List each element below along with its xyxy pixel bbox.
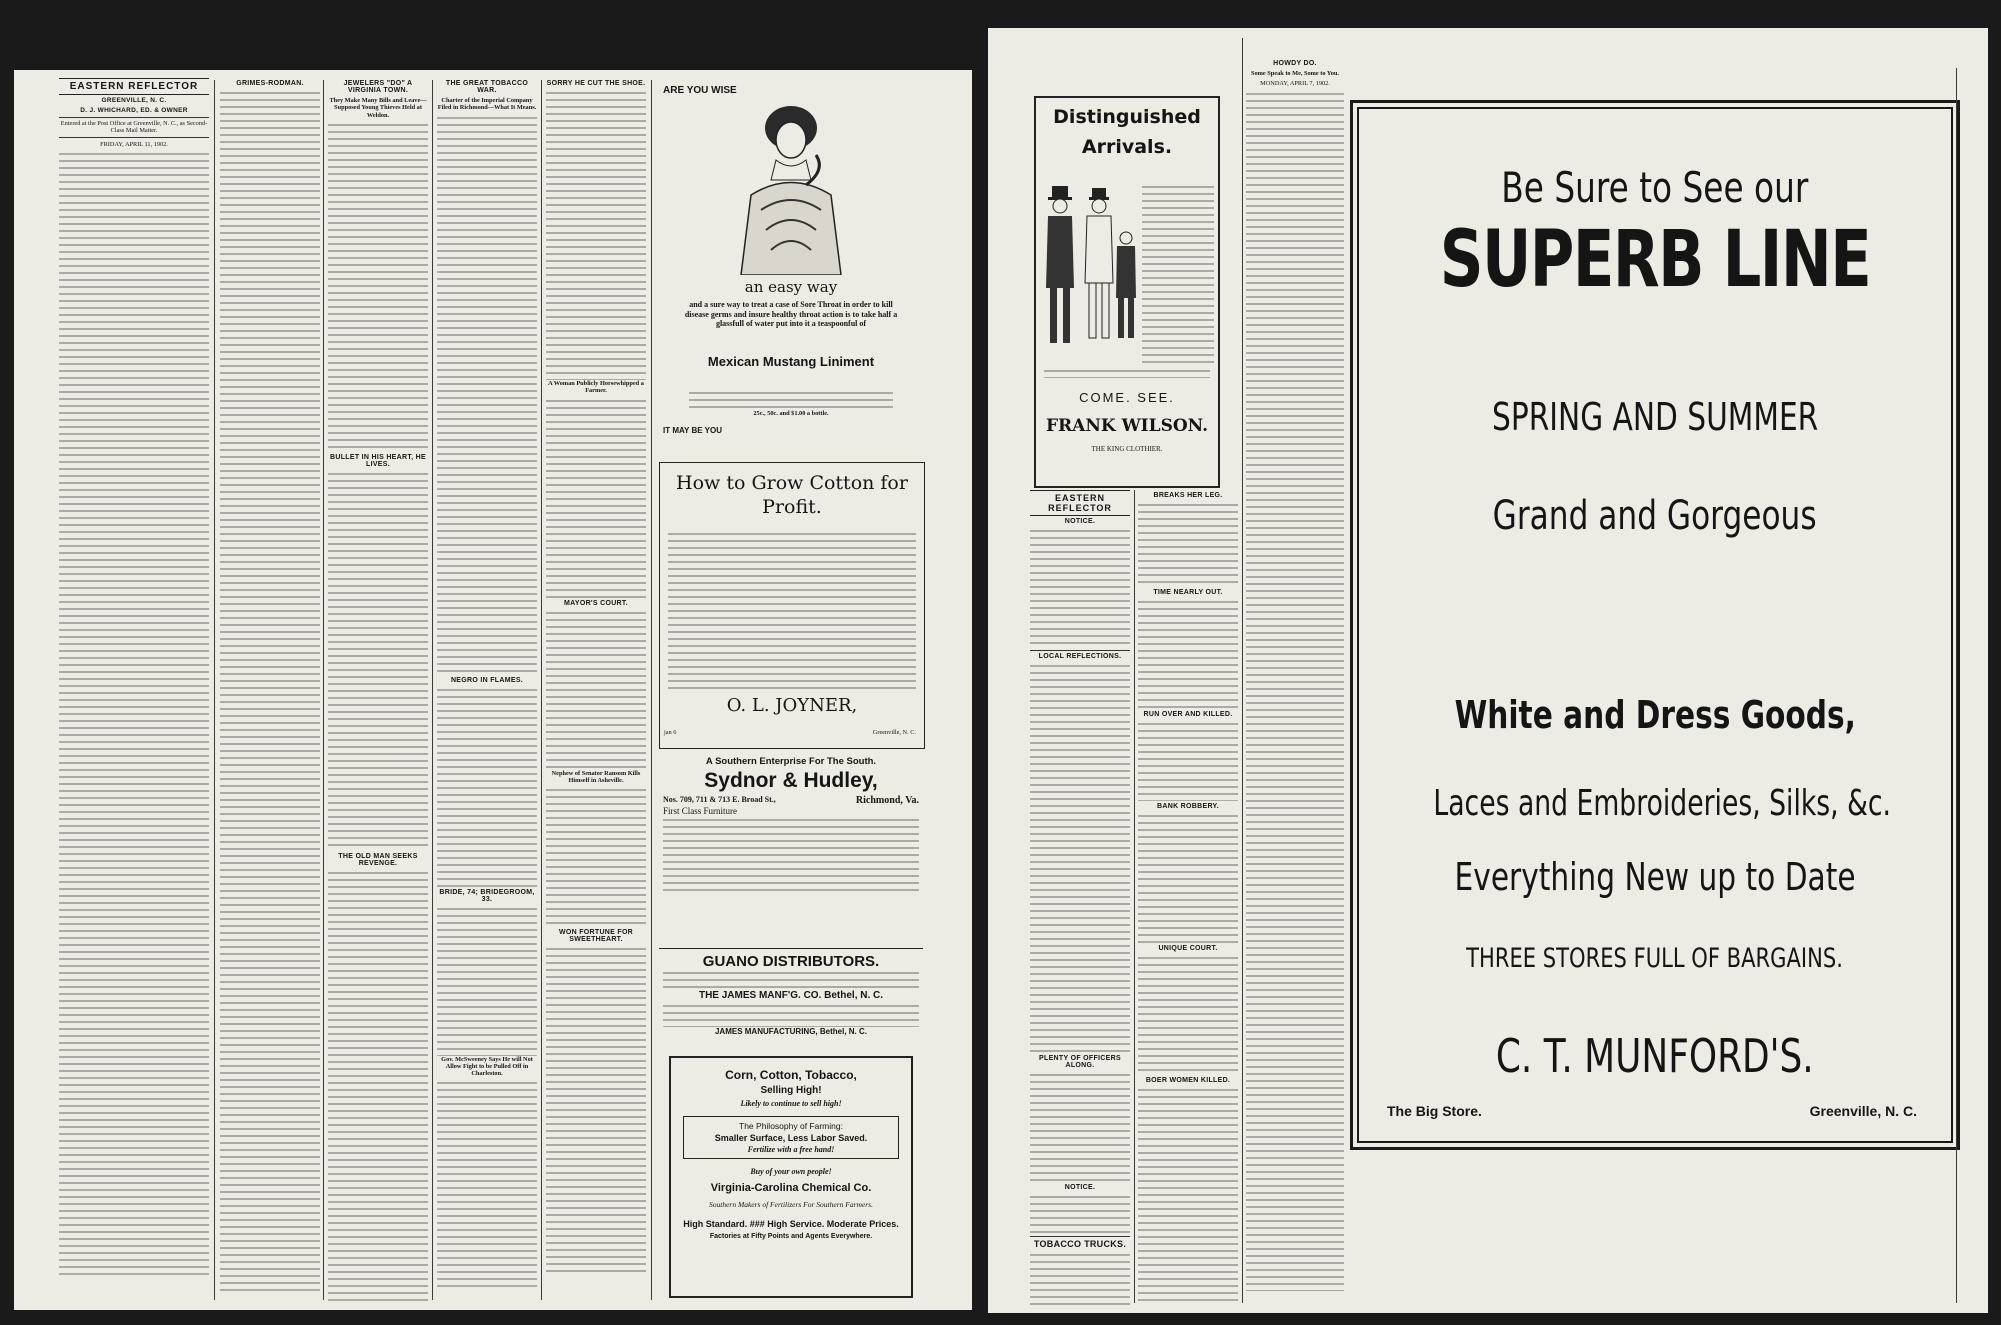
munford-line-11: Greenville, N. C. [1809,1103,1917,1119]
corn-ad-line-5: Smaller Surface, Less Labor Saved. [714,1133,868,1143]
column-1-body-text [59,151,209,1276]
woman-illustration [721,100,861,275]
headline-bullet: BULLET IN HIS HEART, HE LIVES. [330,453,426,468]
subhead-jewelers: They Make Many Bills and Leave—Supposed Young Thieves Held at Weldon. [329,97,427,119]
column-5 [546,78,646,1303]
notice-body [1030,528,1130,648]
frank-wilson-ad [1034,96,1220,488]
wilson-title-1: Distinguished [1053,106,1201,128]
masthead-date: FRIDAY, APRIL 11, 1902. [100,140,168,148]
sydnor-subtitle: First Class Furniture [663,806,738,816]
column-rule [214,80,215,1300]
headline-boer-women: BOER WOMEN KILLED. [1145,1077,1231,1084]
mustang-price: 25c., 50c. and $1.00 a bottle. [753,410,829,417]
tobacco-trucks-body [1030,1252,1130,1305]
headline-howdy-do: HOWDY DO. [1273,60,1317,67]
column-5-body-text [546,90,646,380]
column-rule [432,80,433,1300]
munford-line-7: Everything New up to Date [1454,855,1856,899]
right-newspaper-page [988,28,1988,1313]
munford-line-1: Be Sure to See our [1501,163,1809,212]
headline-tobacco-trucks: TOBACCO TRUCKS. [1030,1236,1130,1249]
headline-ransom-nephew: Nephew of Senator Ransom Kills Himself in Asheville. [551,769,641,784]
sydnor-hudley-ad [659,754,923,944]
munford-line-6: Laces and Embroideries, Silks, &c. [1433,783,1891,824]
mustang-top-line: ARE YOU WISE [663,85,737,96]
column-4-body-text-4 [437,1080,537,1290]
column-rule [1956,68,1957,1303]
local-column-2 [1138,490,1238,1305]
corn-ad-line-11: Factories at Fifty Points and Agents Everywhere. [709,1233,873,1240]
boer-women-body [1138,1087,1238,1305]
mustang-easy-way: an easy way [744,278,838,296]
headline-sorry-shoe: SORRY HE CUT THE SHOE. [546,80,646,87]
headline-grimes-rodman: GRIMES-RODMAN. [236,80,304,87]
left-newspaper-page [14,70,972,1310]
wilson-come-see: COME. SEE. [1079,390,1175,405]
column-rule [1242,38,1243,1303]
guano-ad [659,948,923,1049]
corn-ad-company: Virginia-Carolina Chemical Co. [710,1182,872,1194]
masthead-entry: Entered at the Post Office at Greenville, N. C., as Second-Class Mail Matter. [59,117,209,138]
column-rule [323,80,324,1300]
headline-breaks-leg: BREAKS HER LEG. [1153,492,1223,499]
column-3-body-text [328,122,428,452]
wilson-sub: THE KING CLOTHIER. [1091,445,1163,453]
wilson-title-2: Arrivals. [1081,136,1173,158]
sydnor-address: Nos. 709, 711 & 713 E. Broad St., [663,795,776,804]
munford-line-5: White and Dress Goods, [1454,693,1856,737]
mustang-fine-print [689,390,893,408]
headline-old-man: THE OLD MAN SEEKS REVENGE. [338,852,418,867]
cotton-ad-title: How to Grow Cotton for Profit. [676,472,908,518]
corn-ad-title: Corn, Cotton, Tobacco, [725,1068,857,1082]
munford-line-4: Grand and Gorgeous [1493,493,1817,539]
guano-body-2 [663,1003,919,1027]
headline-mayors-court: MAYOR'S COURT. [564,599,628,607]
masthead-editor: D. J. WHICHARD, ED. & OWNER [80,107,188,114]
notice-2-body [1030,1194,1130,1234]
column-1 [59,78,209,1303]
column-5-body-text-5 [546,946,646,1276]
headline-negro-flames: NEGRO IN FLAMES. [450,676,524,684]
sydnor-city: Richmond, Va. [855,795,919,806]
column-2 [220,78,320,1303]
advertisement-column [657,78,927,1303]
column-2-body-text [220,90,320,1295]
munford-line-8: THREE STORES FULL OF BARGAINS. [1466,943,1844,974]
headline-officers: PLENTY OF OFFICERS ALONG. [1039,1055,1121,1069]
mustang-product-name: Mexican Mustang Liniment [707,354,875,369]
headline-bank-robbery: BANK ROBBERY. [1157,803,1219,810]
column-3 [328,78,428,1303]
headline-tobacco-war: THE GREAT TOBACCO WAR. [445,80,529,94]
column-4-body-text-3 [437,906,537,1056]
munford-line-10: The Big Store. [1387,1103,1482,1119]
officers-body [1030,1072,1130,1182]
munford-line-9: C. T. MUNFORD'S. [1496,1029,1814,1083]
corn-ad-line-9: Southern Makers of Fertilizers For Southern Farmers. [709,1200,873,1209]
time-nearly-out-body [1138,599,1238,709]
gentlemen-illustration [1040,178,1140,358]
headline-mcsweeney: Gov. McSweeney Says He will Not Allow Fight to be Pulled Off in Charleston. [441,1055,533,1078]
corn-ad-line-7: Buy of your own people! [750,1167,832,1176]
corn-ad-line-6: Fertilize with a free hand! [747,1145,835,1154]
cotton-ad-body [668,531,916,691]
mustang-body: and a sure way to treat a case of Sore Throat in order to kill disease germs and insure healthy throat action is to take half a glassfull of water put into it a teaspoonful of [684,300,898,328]
cotton-ad-name: O. L. JOYNER, [726,695,858,716]
headline-time-nearly-out: TIME NEARLY OUT. [1153,589,1223,596]
headline-notice-2: NOTICE. [1064,1184,1096,1191]
munford-line-3: SPRING AND SUMMER [1491,395,1819,439]
headline-won-fortune: WON FORTUNE FOR SWEETHEART. [558,929,634,944]
column-rule [1134,490,1135,1303]
local-reflections-body [1030,663,1130,1053]
guano-title: GUANO DISTRIBUTORS. [702,953,880,970]
unique-court-body [1138,955,1238,1075]
sydnor-name: Sydnor & Hudley, [704,769,878,792]
column-5-body-text-2 [546,398,646,598]
mustang-liniment-ad [659,82,923,456]
wilson-name: FRANK WILSON. [1045,416,1209,436]
corn-ad-line-4: The Philosophy of Farming: [739,1121,843,1131]
mustang-bottom-line: IT MAY BE YOU [663,426,722,435]
sydnor-body [663,817,919,892]
headline-jewelers: JEWELERS "DO" A VIRGINIA TOWN. [343,80,413,94]
column-4-body-text [437,115,537,675]
column-4 [437,78,537,1303]
corn-ad-line-10: High Standard. ### High Service. Moderate Prices. [683,1219,899,1229]
masthead-city: GREENVILLE, N. C. [101,97,167,104]
masthead-title: EASTERN REFLECTOR [59,78,209,95]
corn-ad-line-2: Selling High! [760,1085,822,1096]
guano-company-2: JAMES MANUFACTURING, Bethel, N. C. [714,1027,867,1036]
wilson-ad-body [1142,184,1214,364]
column-5-body-text-4 [546,787,646,927]
munford-line-2: SUPERB LINE [1439,215,1871,305]
cotton-ad-city: Greenville, N. C. [872,729,916,736]
howdy-date: MONDAY, APRIL 7, 1902. [1260,80,1330,88]
cotton-ad-date: jan 6 [664,729,677,736]
breaks-leg-body [1138,502,1238,587]
munford-advertisement [1350,100,1960,1150]
howdy-do-column [1246,58,1344,1306]
headline-notice: NOTICE. [1064,518,1096,525]
sydnor-headline: A Southern Enterprise For The South. [705,756,877,767]
guano-company: THE JAMES MANF'G. CO. Bethel, N. C. [698,990,884,1001]
howdy-subhead: Some Speak to Me, Some to You. [1251,70,1339,77]
cotton-profit-ad [659,462,925,749]
subhead-tobacco-war: Charter of the Imperial Company Filed in Richmond—What It Means. [437,97,537,112]
wilson-ad-fine-print [1044,368,1210,378]
right-masthead: EASTERN REFLECTOR [1030,490,1130,516]
column-rule [651,80,652,1300]
headline-local-reflections: LOCAL REFLECTIONS. [1030,650,1130,660]
headline-run-over: RUN OVER AND KILLED. [1143,711,1233,718]
headline-horsewhipped: A Woman Publicly Horsewhipped a Farmer. [548,380,644,395]
headline-unique-court: UNIQUE COURT. [1158,945,1218,952]
headline-bride: BRIDE, 74; BRIDEGROOM, 33. [439,888,535,903]
run-over-body [1138,721,1238,801]
corn-ad-line-3: Likely to continue to sell high! [740,1099,842,1108]
bank-robbery-body [1138,813,1238,943]
column-3-body-text-3 [328,870,428,1303]
column-4-body-text-2 [437,687,537,887]
column-5-body-text-3 [546,610,646,770]
howdy-do-body [1246,91,1344,1291]
local-column-1 [1030,490,1130,1305]
column-3-body-text-2 [328,471,428,851]
guano-body [663,970,919,988]
column-rule [541,80,542,1300]
virginia-carolina-chemical-ad [669,1056,913,1298]
